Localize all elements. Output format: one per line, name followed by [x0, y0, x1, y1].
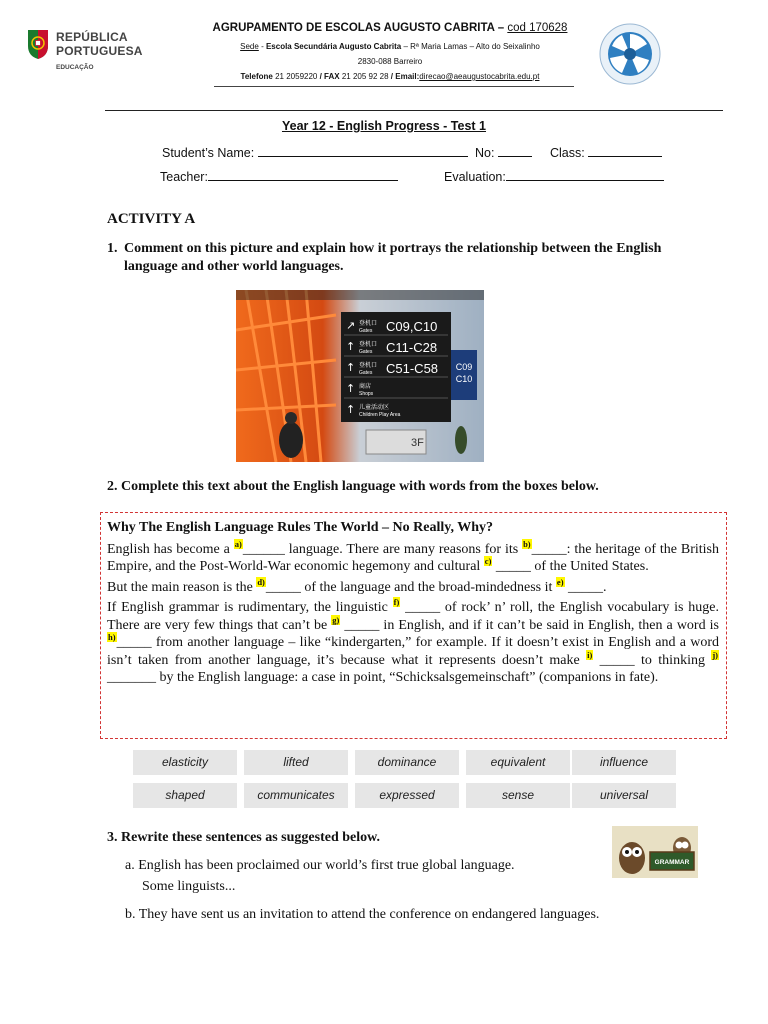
- sign-arrow-icon: ↗: [346, 319, 356, 332]
- word-box-communicates: communicates: [244, 783, 348, 808]
- sign-chinese-text: 登机口: [359, 320, 378, 327]
- fax: 21 205 92 28: [341, 72, 389, 81]
- activity-heading: ACTIVITY A: [107, 211, 196, 227]
- grammar-badge-text: GRAMMAR: [654, 859, 690, 866]
- cloze-text-segment: _____ of the language and the broad-mindedness it: [265, 579, 556, 595]
- school-seat-line: Sede - Escola Secundária Augusto Cabrita – Rª Maria Lamas – Alto do Seixalinho: [240, 42, 540, 51]
- word-box-sense: sense: [466, 783, 570, 808]
- sign-english-text: Shops: [359, 391, 374, 397]
- header-divider: [214, 86, 574, 87]
- seat-label: Sede: [240, 42, 259, 51]
- portugal-shield-icon: [26, 28, 50, 60]
- word-box-lifted: lifted: [244, 750, 348, 775]
- cloze-text-segment: But the main reason is the: [107, 579, 257, 595]
- svg-text:C09: C09: [455, 362, 473, 372]
- cloze-paragraph-3: [107, 599, 719, 687]
- cloze-text-segment: English has become a: [107, 541, 234, 557]
- sign-chinese-text: 登机口: [359, 341, 378, 348]
- word-box-shaped: shaped: [133, 783, 237, 808]
- sign-arrow-icon: ↑: [346, 382, 356, 395]
- question-1-number: 1.: [107, 241, 118, 256]
- phone-label: Telefone: [240, 72, 273, 81]
- gap-marker-b: b): [523, 538, 531, 549]
- question-3a: a. English has been proclaimed our world’s first true global language.: [125, 858, 515, 873]
- word-box-expressed: expressed: [355, 783, 459, 808]
- evaluation-blank[interactable]: [506, 169, 664, 181]
- evaluation-label: Evaluation:: [444, 170, 506, 184]
- cloze-text-segment: ______ language. There are many reasons for its: [242, 541, 523, 557]
- sign-arrow-icon: ↑: [346, 340, 356, 353]
- cloze-paragraph-1: [107, 538, 720, 576]
- word-box-universal: universal: [572, 783, 676, 808]
- class-field[interactable]: [550, 145, 662, 160]
- airport-signage-photo: [236, 290, 484, 462]
- logo-sub: EDUCAÇÃO: [56, 64, 94, 71]
- cloze-text-segment: _____.: [564, 579, 607, 595]
- sign-chinese-text: 儿童活动区: [359, 404, 390, 411]
- cloze-text-segment: _____ to thinking: [593, 652, 712, 668]
- logo-line-2: PORTUGUESA: [56, 44, 143, 58]
- question-1: [107, 240, 717, 276]
- school-code: cod 170628: [507, 22, 568, 34]
- teacher-label: Teacher:: [160, 170, 208, 184]
- gap-marker-c: c): [484, 556, 492, 567]
- seat-school: Escola Secundária Augusto Cabrita: [265, 42, 402, 51]
- question-1-text: Comment on this picture and explain how it portrays the relationship between the English language and other world languages.: [124, 241, 662, 274]
- gap-marker-f: f): [393, 597, 400, 608]
- cloze-text-segment: If English grammar is rudimentary, the linguistic: [107, 600, 393, 615]
- sign-arrow-icon: ↑: [346, 403, 356, 416]
- logo-line-1: REPÚBLICA: [56, 30, 128, 44]
- teacher-blank[interactable]: [208, 169, 398, 181]
- number-label: No:: [475, 146, 495, 160]
- cloze-paragraph-2: [107, 576, 719, 597]
- email-label: / Email:: [390, 72, 420, 81]
- cloze-title: Why The English Language Rules The World – No Really, Why?: [107, 520, 494, 535]
- question-2: 2. Complete this text about the English language with words from the boxes below.: [107, 479, 599, 494]
- gap-marker-d: d): [257, 576, 265, 587]
- main-divider: [105, 110, 723, 111]
- student-name-field[interactable]: [162, 145, 468, 160]
- contact-line: [200, 72, 580, 81]
- fax-label: / FAX: [319, 72, 340, 81]
- gap-marker-j: j): [712, 649, 718, 660]
- class-blank[interactable]: [588, 145, 662, 157]
- cloze-text-segment: _____ from another language – like “kindergarten,” for example. If it doesn’t exist in English and a word isn’t taken from another language, it’s because what it represents doesn’t make: [107, 635, 719, 668]
- gap-marker-h: h): [108, 632, 116, 643]
- gap-marker-g: g): [332, 614, 340, 625]
- sign-arrow-icon: ↑: [346, 361, 356, 374]
- cloze-text-segment: _____ in English, and if it can’t be said in English, then a word is: [340, 617, 719, 633]
- floor-label: 3F: [411, 437, 424, 449]
- gap-marker-i: i): [587, 649, 593, 660]
- seat-address: – Rª Maria Lamas – Alto do Seixalinho: [403, 42, 540, 51]
- republica-portuguesa-logo: [26, 28, 146, 76]
- word-box-influence: influence: [572, 750, 676, 775]
- svg-text:C10: C10: [455, 374, 473, 384]
- class-label: Class:: [550, 146, 585, 160]
- sign-english-text: Children Play Area: [359, 412, 401, 418]
- sign-chinese-text: 登机口: [359, 362, 378, 369]
- number-field[interactable]: [475, 145, 532, 160]
- sign-chinese-text: 商店: [359, 383, 372, 390]
- gap-marker-e: e): [556, 576, 564, 587]
- sign-gate-code: C09,C10: [386, 319, 438, 334]
- student-name-blank[interactable]: [258, 145, 468, 157]
- sign-english-text: Gates: [359, 370, 373, 376]
- email-link[interactable]: direcao@aeaugustocabrita.edu.pt: [419, 72, 540, 81]
- word-box-elasticity: elasticity: [133, 750, 237, 775]
- number-blank[interactable]: [498, 145, 532, 157]
- question-3a-prompt: Some linguists...: [142, 879, 236, 894]
- cloze-text-segment: _______ by the English language: a case in point, “Schicksalsgemeinschaft” (companions in fate).: [107, 670, 659, 685]
- grammar-owls-image: [612, 826, 698, 878]
- cloze-text-box: [100, 512, 727, 739]
- teacher-field[interactable]: [160, 169, 398, 184]
- gap-marker-a: a): [234, 538, 242, 549]
- cloze-text-segment: _____ of the United States.: [492, 559, 649, 574]
- postal-line: 2830-088 Barreiro: [357, 57, 423, 66]
- school-name: AGRUPAMENTO DE ESCOLAS AUGUSTO CABRITA –: [212, 22, 505, 34]
- sign-gate-code: C11-C28: [386, 340, 438, 355]
- school-name-line: [200, 22, 580, 34]
- test-title: Year 12 - English Progress - Test 1: [281, 119, 487, 133]
- sign-gate-code: C51-C58: [386, 361, 439, 376]
- sign-english-text: Gates: [359, 349, 373, 355]
- question-3b: b. They have sent us an invitation to attend the conference on endangered languages.: [125, 907, 600, 922]
- evaluation-field[interactable]: [444, 169, 664, 184]
- school-camera-logo: [592, 22, 668, 86]
- word-box-equivalent: equivalent: [466, 750, 570, 775]
- word-box-dominance: dominance: [355, 750, 459, 775]
- cloze-text-segment: _____: the heritage of the British Empire, and the Post-World-War economic hegemony and cultural: [107, 541, 720, 574]
- question-3: 3. Rewrite these sentences as suggested below.: [107, 830, 380, 845]
- cloze-text-segment: _____ of rock’ n’ roll, the English vocabulary is huge. There are very few things that can’t be: [107, 600, 720, 633]
- phone: 21 2059220: [275, 72, 318, 81]
- student-name-label: Student’s Name:: [162, 146, 255, 160]
- sign-english-text: Gates: [359, 328, 373, 334]
